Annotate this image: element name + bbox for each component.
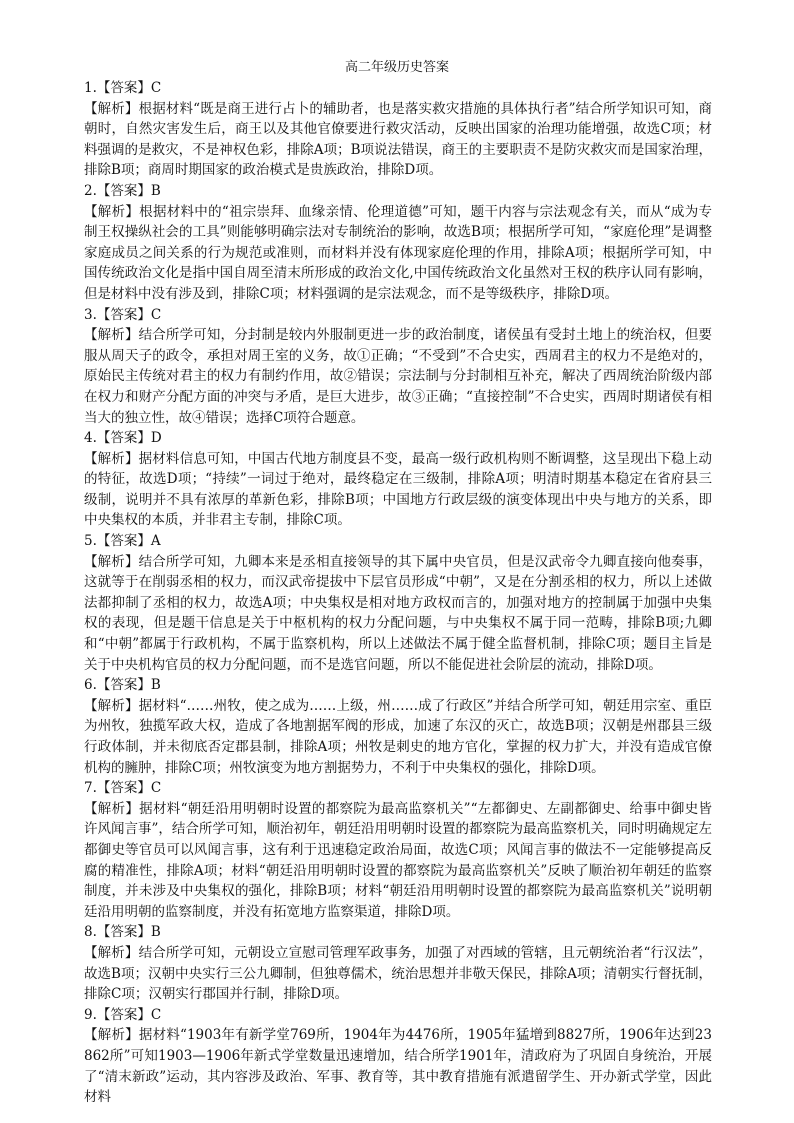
explanation-text: 【解析】据材料“朝廷沿用明朝时设置的都察院为最高监察机关”“左都御史、左副都御史、给事中御史皆许风闻言事”，结合所学可知，顺治初年，朝廷沿用明朝时设置的都察院为最高监察机关，同时明确规定左都御史等官员可以风闻言事，这有利于迅速稳定政治局面，故选C项；风闻言事的做法不一定能够提高反腐的精准性，排除A项；材料“朝廷沿用明朝时设置的都察院为最高监察机关”反映了顺治初年朝廷的监察制度，并未涉及中央集权的强化，排除B项；材料“朝廷沿用明朝时设置的都察院为最高监察机关”说明朝廷沿用明朝的监察制度，并没有拓宽地方监察渠道，排除D项。 — [84, 800, 712, 920]
explanation-text: 【解析】据材料“1903年有新学堂769所，1904年为4476所，1905年猛增到8827所，1906年达到23862所”可知1903—1906年新式学堂数量迅速增加，结合所学1901年，清政府为了巩固自身统治，开展了“清末新政”运动，其内容涉及政治、军事、教育等，其中教育措施有派遣留学生、开办新式学堂，因此材料 — [84, 1027, 712, 1106]
question-item — [84, 531, 712, 675]
answer-line: 9.【答案】C — [84, 1006, 162, 1023]
question-item — [84, 675, 712, 778]
explanation-text: 【解析】据材料信息可知，中国古代地方制度县不变，最高一级行政机构则不断调整，这呈现出下稳上动的特征，故选D项；“持续”一词过于绝对，最终稳定在三级制，排除A项；明清时期基本稳定在省府县三级制，说明并不具有浓厚的革新色彩，排除B项；中国地方行政层级的演变体现出中央与地方的关系，即中央集权的本质，并非君主专制，排除C项。 — [84, 450, 712, 529]
explanation-text: 【解析】结合所学可知，分封制是较内外服制更进一步的政治制度，诸侯虽有受封土地上的统治权，但要服从周天子的政令，承担对周王室的义务，故①正确；“不受到”不合史实，西周君主的权力不是绝对的，原始民主传统对君主的权力有制约作用，故②错误；宗法制与分封制相互补充，解决了西周统治阶级内部在权力和财产分配方面的冲突与矛盾，是巨大进步，故③正确；“直接控制”不合史实，西周时期诸侯有相当大的独立性，故④错误；选择C项符合题意。 — [84, 327, 712, 426]
answer-line: 3.【答案】C — [84, 306, 162, 323]
explanation-text: 【解析】结合所学可知，九卿本来是丞相直接领导的其下属中央官员，但是汉武帝令九卿直接向他奏事，这就等于在削弱丞相的权力，而汉武帝提拔中下层官员形成“中朝”，又是在分割丞相的权力，所以上述做法都抑制了丞相的权力，故选A项；中央集权是相对地方政权而言的，加强对地方的控制属于加强中央集权的表现，但是题干信息是关于中枢机构的权力分配问题，与中央集权不属于同一范畴，排除B项;九卿和“中朝”都属于行政机构，不属于监察机构，所以上述做法不属于健全监督机制，排除C项；题目主旨是关于中央机构官员的权力分配问题，而不是选官问题，所以不能促进社会阶层的流动，排除D项。 — [84, 553, 712, 673]
answer-line: 1.【答案】C — [84, 80, 162, 96]
answer-line: 4.【答案】D — [84, 430, 162, 447]
answer-line: 2.【答案】B — [84, 182, 161, 199]
question-item — [84, 922, 712, 1004]
question-item — [84, 778, 712, 922]
answer-line: 5.【答案】A — [84, 533, 161, 550]
question-item — [84, 305, 712, 429]
answer-line: 6.【答案】B — [84, 677, 161, 694]
question-item — [84, 181, 712, 305]
explanation-text: 【解析】结合所学可知，元朝设立宣慰司管理军政事务，加强了对西域的管辖，且元朝统治者“行汉法”，故选B项；汉朝中央实行三公九卿制，但独尊儒术，统治思想并非敬天保民，排除A项；清朝实行督抚制，排除C项；汉朝实行郡国并行制，排除D项。 — [84, 944, 712, 1003]
answer-list — [84, 78, 712, 1108]
explanation-text: 【解析】据材料“……州牧，使之成为……上级，州……成了行政区”并结合所学可知，朝廷用宗室、重臣为州牧，独揽军政大权，造成了各地割据军阀的形成，加速了东汉的灭亡，故选B项；汉朝是州郡县三级行政体制，并未彻底否定郡县制，排除A项；州牧是刺史的地方官化，掌握的权力扩大，并没有造成官僚机构的臃肿，排除C项；州牧演变为地方割据势力，不利于中央集权的强化，排除D项。 — [84, 697, 712, 776]
question-item — [84, 78, 712, 181]
answer-line: 8.【答案】B — [84, 924, 161, 941]
answer-line: 7.【答案】C — [84, 780, 162, 797]
explanation-text: 【解析】根据材料中的“祖宗崇拜、血缘亲情、伦理道德”可知，题干内容与宗法观念有关，而从“成为专制王权操纵社会的工具”则能够明确宗法对专制统治的影响，故选B项；根据所学可知，“家庭伦理”是调整家庭成员之间关系的行为规范或准则，而材料并没有体现家庭伦理的作用，排除A项；根据所学可知，中国传统政治文化是指中国自周至清末所形成的政治文化,中国传统政治文化虽然对王权的秩序认同有影响，但是材料中没有涉及到，排除C项；材料强调的是宗法观念，而不是等级秩序，排除D项。 — [84, 203, 712, 302]
question-item — [84, 1005, 712, 1108]
explanation-text: 【解析】根据材料“既是商王进行占卜的辅助者，也是落实救灾措施的具体执行者”结合所学知识可知，商朝时，自然灾害发生后，商王以及其他官僚要进行救灾活动，反映出国家的治理功能增强，故选C项；材料强调的是救灾，不是神权色彩，排除A项；B项说法错误，商王的主要职责不是防灾救灾而是国家治理，排除B项；商周时期国家的政治模式是贵族政治，排除D项。 — [84, 100, 712, 179]
question-item — [84, 428, 712, 531]
page-title: 高二年级历史答案 — [344, 60, 449, 75]
